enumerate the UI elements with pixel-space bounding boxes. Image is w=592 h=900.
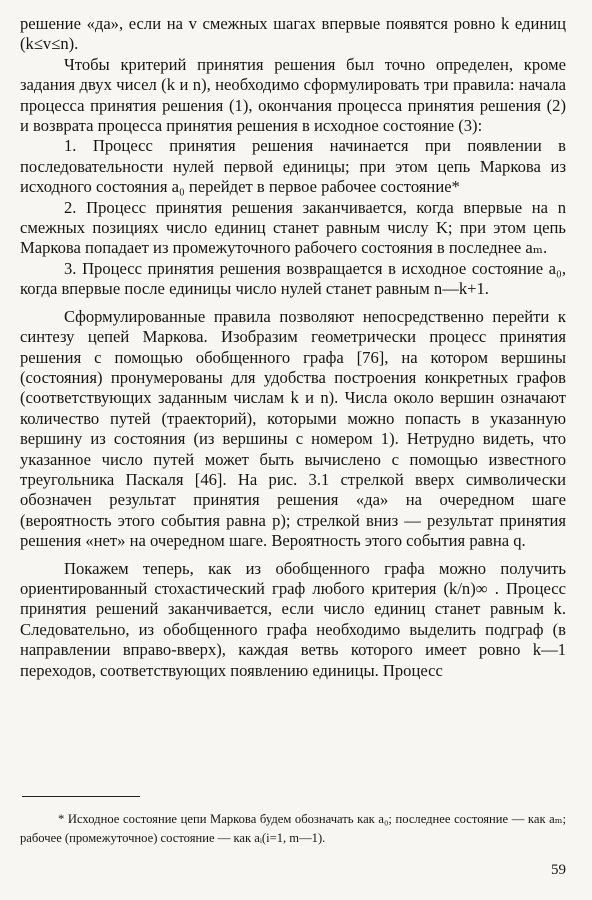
- paragraph-2: Чтобы критерий принятия решения был точно определен, кроме задания двух чисел (k и n), необходимо сформулировать три правила: начала процесса принятия решения (1), окончания процесса принятия решения (2) и возврата процесса принятия решения в исходное состояние (3):: [20, 54, 566, 136]
- footnote-divider: [22, 796, 140, 797]
- footnote: [20, 810, 566, 847]
- paragraph-graph: Покажем теперь, как из обобщенного графа можно получить ориентированный стохастический граф любого критерия (k/n)∞ . Процесс принятия решений заканчивается, если число единиц станет равным k. Следовательно, из обобщенного графа необходимо выделить подграф (в направлении вправо-вверх), каждая ветвь которого имеет ровно k—1 переходов, соответствующих появлению единицы. Процесс: [20, 558, 566, 680]
- paragraph-synthesis: Сформулированные правила позволяют непосредственно перейти к синтезу цепей Маркова. Изобразим геометрически процесс принятия решения с помощью обобщенного графа [76], на котором вершины (состояния) пронумерованы для удобства построения конкретных графов (соответствующих заданным числам k и n). Числа около вершин означают количество путей (траекторий), которыми можно попасть в указанную вершину из состояния (из вершины с номером 1). Нетрудно видеть, что указанное число путей может быть вычислено с помощью известного треугольника Паскаля [46]. На рис. 3.1 стрелкой вверх символически обозначен результат принятия решения «да» на очередном шаге (вероятность этого события равна p); стрелкой вниз — результат принятия решения «нет» на очередном шаге. Вероятность этого события равна q.: [20, 306, 566, 551]
- rule-3-paragraph: 3. Процесс принятия решения возвращается в исходное состояние a₀, когда впервые после единицы число нулей станет равным n—k+1.: [20, 258, 566, 299]
- rule-1-paragraph: 1. Процесс принятия решения начинается при появлении в последовательности нулей первой единицы; при этом цепь Маркова из исходного состояния a₀ перейдет в первое рабочее состояние*: [20, 136, 566, 197]
- rule-2-paragraph: 2. Процесс принятия решения заканчивается, когда впервые на n смежных позициях число единиц станет равным числу K; при этом цепь Маркова попадает из промежуточного рабочего состояния в последнее aₘ.: [20, 197, 566, 258]
- body-text: [20, 14, 566, 681]
- footnote-text: * Исходное состояние цепи Маркова будем обозначать как a₀; последнее состояние — как aₘ; рабочее (промежуточное) состояние — как aᵢ(i=1, m—1).: [20, 812, 566, 845]
- paragraph-1: решение «да», если на v смежных шагах впервые появятся ровно k единиц (k≤v≤n).: [20, 14, 566, 54]
- page-number: 59: [551, 862, 566, 878]
